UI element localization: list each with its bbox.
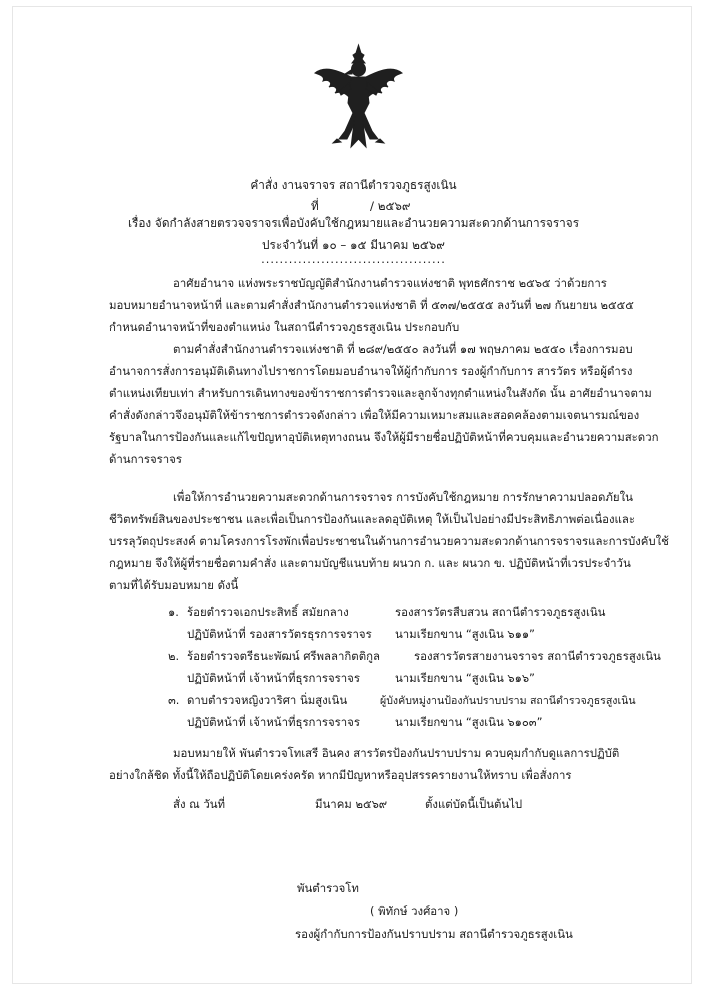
para1-line: อาศัยอำนาจ แห่งพระราชบัญญัติสำนักงานตำรวจแห่งชาติ พุทธศักราช ๒๕๖๕ ว่าด้วยการ [173, 276, 607, 290]
para2-line: รัฐบาลในการป้องกันและแก้ไขปัญหาอุบัติเหตุทางถนน จึงให้ผู้มีรายชื่อปฏิบัติหน้าที่ควบคุมและอำนวยความสะดวก [109, 430, 659, 444]
divider-dots: ........................................ [261, 252, 446, 266]
para2-line: ตำแหน่งเทียบเท่า สำหรับการเดินทางของข้าราชการตำรวจและลูกจ้างทุกตำแหน่งในสังกัด นั้น อาศัยอำนาจตาม [109, 386, 652, 400]
assignment-name: ร้อยตำรวจตรีธนะพัฒน์ ศรีพลลากิตติกูล [187, 649, 380, 663]
assignment-duty: ปฏิบัติหน้าที่ เจ้าหน้าที่ธุรการจราจร [187, 671, 360, 685]
para2-line: คำสั่งดังกล่าวจึงอนุมัติให้ข้าราชการตำรวจดังกล่าว เพื่อให้มีความเหมาะสมและสอดคล้องตามเจตนารมณ์ของ [109, 408, 640, 422]
assignment-number: ๑. [168, 605, 179, 619]
signer-rank: พันตำรวจโท [297, 881, 359, 895]
command-title: คำสั่ง งานจราจร สถานีตำรวจภูธรสูงเนิน [250, 178, 457, 192]
para3-line: ชีวิตทรัพย์สินของประชาชน และเพื่อเป็นการป้องกันและลดอุบัติเหตุ ให้เป็นไปอย่างมีประสิทธิภาพต่อเนื่องและ [109, 512, 635, 526]
para3-line: บรรลุวัตถุประสงค์ ตามโครงการโรงพักเพื่อประชาชนในด้านการอำนวยความสะดวกด้านการจราจรและการบังคับใช้ [109, 534, 669, 548]
garuda-emblem-icon [311, 43, 406, 153]
command-number: / ๒๕๖๙ [370, 199, 411, 213]
order-date-month-year: มีนาคม ๒๕๖๙ [315, 797, 388, 811]
assignment-number: ๒. [168, 649, 180, 663]
para3-line: ตามที่ได้รับมอบหมาย ดังนี้ [109, 578, 239, 592]
para1-line: กำหนดอำนาจหน้าที่ของตำแหน่ง ในสถานีตำรวจภูธรสูงเนิน ประกอบกับ [109, 320, 460, 334]
assignment-position: ผู้บังคับหมู่งานป้องกันปราบปราม สถานีตำรวจภูธรสูงเนิน [380, 695, 636, 707]
assignment-name: ร้อยตำรวจเอกประสิทธิ์ สมัยกลาง [187, 605, 349, 619]
signer-title: รองผู้กำกับการป้องกันปราบปราม สถานีตำรวจภูธรสูงเนิน [295, 927, 573, 941]
para3-line: เพื่อให้การอำนวยความสะดวกด้านการจราจร การบังคับใช้กฎหมาย การรักษาความปลอดภัยใน [173, 490, 633, 504]
order-date-prefix: สั่ง ณ วันที่ [173, 797, 226, 811]
para2-line: ตามคำสั่งสำนักงานตำรวจแห่งชาติ ที่ ๒๘๙/๒๕๕๐ ลงวันที่ ๑๗ พฤษภาคม ๒๕๕๐ เรื่องการมอบ [173, 342, 633, 356]
closing-line: อย่างใกล้ชิด ทั้งนี้ให้ถือปฏิบัติโดยเคร่งครัด หากมีปัญหาหรืออุปสรรครายงานให้ทราบ เพื่อสั่งการ [109, 768, 572, 782]
assignment-position: รองสารวัตรสายงานจราจร สถานีตำรวจภูธรสูงเนิน [414, 649, 661, 663]
assignment-callsign: นามเรียกขาน “สูงเนิน ๖๑๑” [395, 627, 535, 641]
closing-line: มอบหมายให้ พันตำรวจโทเสรี อินคง สารวัตรป้องกันปราบปราม ควบคุมกำกับดูแลการปฏิบัติ [173, 746, 620, 760]
assignment-number: ๓. [168, 693, 180, 707]
subject-line: เรื่อง จัดกำลังสายตรวจจราจรเพื่อบังคับใช้กฎหมายและอำนวยความสะดวกด้านการจราจร [127, 216, 580, 230]
order-date-suffix: ตั้งแต่บัดนี้เป็นต้นไป [425, 797, 523, 811]
assignment-callsign: นามเรียกขาน “สูงเนิน ๖๑๖” [395, 671, 535, 685]
assignment-duty: ปฏิบัติหน้าที่ รองสารวัตรธุรการจราจร [187, 627, 372, 641]
para2-line: ด้านการจราจร [109, 452, 182, 466]
assignment-duty: ปฏิบัติหน้าที่ เจ้าหน้าที่ธุรการจราจร [187, 715, 360, 729]
command-number-label: ที่ [311, 199, 319, 213]
assignment-position: รองสารวัตรสืบสวน สถานีตำรวจภูธรสูงเนิน [395, 605, 606, 619]
para2-line: อำนาจการสั่งการอนุมัติเดินทางไปราชการโดยมอบอำนาจให้ผู้กำกับการ รองผู้กำกับการ สารวัตร หรือผู้ดำรง [109, 364, 633, 378]
assignment-name: ดาบตำรวจหญิงวาริศา นิ่มสูงเนิน [187, 693, 348, 707]
date-line: ประจำวันที่ ๑๐ – ๑๕ มีนาคม ๒๕๖๙ [262, 238, 445, 252]
assignment-callsign: นามเรียกขาน “สูงเนิน ๖๑๐๓” [395, 715, 543, 729]
signer-name: ( พิทักษ์ วงศ์อาจ ) [370, 904, 459, 918]
para1-line: มอบหมายอำนาจหน้าที่ และตามคำสั่งสำนักงานตำรวจแห่งชาติ ที่ ๕๓๗/๒๕๕๕ ลงวันที่ ๒๗ กันยายน ๒๕๕๕ [109, 298, 634, 312]
para3-line: กฎหมาย จึงให้ผู้ที่รายชื่อตามคำสั่ง และตามบัญชีแนบท้าย ผนวก ก. และ ผนวก ข. ปฏิบัติหน้าที่เวรประจำวัน [109, 556, 631, 570]
